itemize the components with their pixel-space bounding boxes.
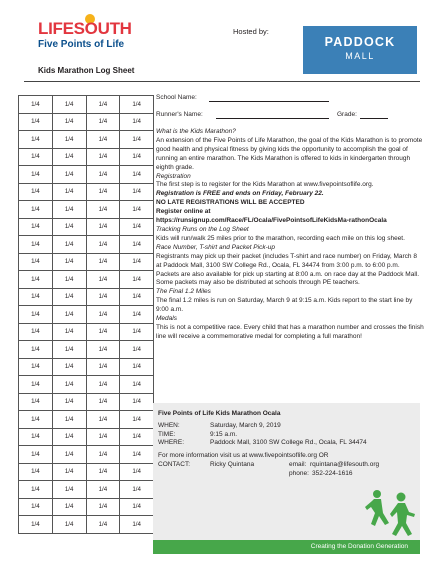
log-cell[interactable]: 1/4 xyxy=(52,411,86,429)
log-cell[interactable]: 1/4 xyxy=(120,183,154,201)
log-cell[interactable]: 1/4 xyxy=(52,393,86,411)
footer-tagline: Creating the Donation Generation xyxy=(310,543,408,550)
log-cell[interactable]: 1/4 xyxy=(86,393,120,411)
log-row xyxy=(19,411,154,429)
log-cell[interactable]: 1/4 xyxy=(86,446,120,464)
log-row xyxy=(19,323,154,341)
log-cell[interactable]: 1/4 xyxy=(86,428,120,446)
contact-label: CONTACT: xyxy=(158,460,191,468)
log-cell[interactable]: 1/4 xyxy=(19,271,53,289)
logo-main-text: LIFESOUTH xyxy=(38,19,132,38)
log-cell[interactable]: 1/4 xyxy=(120,323,154,341)
log-cell[interactable]: 1/4 xyxy=(52,516,86,534)
log-row xyxy=(19,516,154,534)
contact-row xyxy=(158,461,418,470)
page-title: Kids Marathon Log Sheet xyxy=(38,66,135,75)
hosted-by-label: Hosted by: xyxy=(233,27,269,36)
log-cell[interactable]: 1/4 xyxy=(19,131,53,149)
where-label: WHERE: xyxy=(158,439,184,447)
log-cell[interactable]: 1/4 xyxy=(120,253,154,271)
log-cell[interactable]: 1/4 xyxy=(86,341,120,359)
log-row xyxy=(19,201,154,219)
log-cell[interactable]: 1/4 xyxy=(52,96,86,114)
log-cell[interactable]: 1/4 xyxy=(86,271,120,289)
log-cell[interactable]: 1/4 xyxy=(52,183,86,201)
log-cell[interactable]: 1/4 xyxy=(86,201,120,219)
log-cell[interactable]: 1/4 xyxy=(19,96,53,114)
log-cell[interactable]: 1/4 xyxy=(52,481,86,499)
registration-heading: Registration xyxy=(156,172,191,180)
log-cell[interactable]: 1/4 xyxy=(19,288,53,306)
what-heading: What is the Kids Marathon? xyxy=(156,128,236,135)
log-row xyxy=(19,218,154,236)
log-cell[interactable]: 1/4 xyxy=(86,376,120,394)
log-cell[interactable]: 1/4 xyxy=(86,411,120,429)
log-cell[interactable]: 1/4 xyxy=(120,166,154,184)
log-cell[interactable]: 1/4 xyxy=(52,288,86,306)
log-cell[interactable]: 1/4 xyxy=(19,376,53,394)
sponsor-name: PADDOCK xyxy=(324,35,396,49)
log-row xyxy=(19,148,154,166)
phone-label: phone: xyxy=(289,469,309,477)
log-cell[interactable]: 1/4 xyxy=(52,428,86,446)
log-cell[interactable]: 1/4 xyxy=(120,341,154,359)
log-cell[interactable]: 1/4 xyxy=(120,428,154,446)
log-cell[interactable]: 1/4 xyxy=(120,358,154,376)
contact-name: Ricky Quintana xyxy=(210,460,255,468)
log-row xyxy=(19,113,154,131)
log-cell[interactable]: 1/4 xyxy=(19,393,53,411)
log-cell[interactable]: 1/4 xyxy=(52,498,86,516)
log-cell[interactable]: 1/4 xyxy=(120,148,154,166)
header-divider xyxy=(24,81,420,82)
log-row xyxy=(19,341,154,359)
log-cell[interactable]: 1/4 xyxy=(52,323,86,341)
log-cell[interactable]: 1/4 xyxy=(19,148,53,166)
main-content xyxy=(156,94,424,342)
phone-row xyxy=(158,470,418,479)
log-cell[interactable]: 1/4 xyxy=(52,148,86,166)
kids-running-icon xyxy=(365,486,421,542)
final-body: The final 1.2 miles is run on Saturday, March 9 at 9:15 a.m. Kids report to the start line by 9:00 a.m. xyxy=(156,297,413,314)
log-cell[interactable]: 1/4 xyxy=(19,428,53,446)
log-cell[interactable]: 1/4 xyxy=(120,218,154,236)
log-row xyxy=(19,306,154,324)
time-label: TIME: xyxy=(158,430,176,438)
log-cell[interactable]: 1/4 xyxy=(52,463,86,481)
log-cell[interactable]: 1/4 xyxy=(19,463,53,481)
runner-label: Runner's Name: xyxy=(156,111,203,118)
log-row xyxy=(19,253,154,271)
log-cell[interactable]: 1/4 xyxy=(52,166,86,184)
log-cell[interactable]: 1/4 xyxy=(19,411,53,429)
email-label: email: xyxy=(289,460,307,468)
log-row xyxy=(19,288,154,306)
log-cell[interactable]: 1/4 xyxy=(120,516,154,534)
log-row xyxy=(19,96,154,114)
registration-body: The first step is to register for the Kids Marathon at www.fivepointsoflife.org. xyxy=(156,181,374,189)
log-cell[interactable]: 1/4 xyxy=(19,236,53,254)
log-cell[interactable]: 1/4 xyxy=(120,498,154,516)
log-cell[interactable]: 1/4 xyxy=(86,218,120,236)
log-cell[interactable]: 1/4 xyxy=(19,183,53,201)
log-cell[interactable]: 1/4 xyxy=(52,113,86,131)
log-row xyxy=(19,463,154,481)
log-cell[interactable]: 1/4 xyxy=(52,358,86,376)
log-cell[interactable]: 1/4 xyxy=(19,218,53,236)
log-cell[interactable]: 1/4 xyxy=(52,201,86,219)
log-cell[interactable]: 1/4 xyxy=(52,253,86,271)
log-row xyxy=(19,481,154,499)
log-cell[interactable]: 1/4 xyxy=(120,113,154,131)
log-cell[interactable]: 1/4 xyxy=(52,271,86,289)
log-row xyxy=(19,376,154,394)
where-value: Paddock Mall, 3100 SW College Rd., Ocala, FL 34474 xyxy=(210,439,367,447)
log-cell[interactable]: 1/4 xyxy=(120,306,154,324)
log-row xyxy=(19,131,154,149)
log-cell[interactable]: 1/4 xyxy=(86,236,120,254)
log-row xyxy=(19,166,154,184)
register-online-link[interactable]: https://runsignup.com/Race/FL/Ocala/FivePointsofLifeKidsMa-rathonOcala xyxy=(156,217,387,225)
log-cell[interactable]: 1/4 xyxy=(19,323,53,341)
log-cell[interactable]: 1/4 xyxy=(52,376,86,394)
medals-body: This is not a competitive race. Every child that has a marathon number and crosses the finish line will receive a commemorative medal for completing a full marathon! xyxy=(156,323,424,340)
when-label: WHEN: xyxy=(158,421,180,429)
log-cell[interactable]: 1/4 xyxy=(120,411,154,429)
log-cell[interactable]: 1/4 xyxy=(86,148,120,166)
log-cell[interactable]: 1/4 xyxy=(86,463,120,481)
info-heading: Five Points of Life Kids Marathon Ocala xyxy=(158,410,281,417)
log-cell[interactable]: 1/4 xyxy=(52,446,86,464)
log-cell[interactable]: 1/4 xyxy=(19,306,53,324)
log-cell[interactable]: 1/4 xyxy=(86,358,120,376)
log-cell[interactable]: 1/4 xyxy=(86,323,120,341)
grade-label: Grade: xyxy=(337,111,357,118)
sponsor-sub: MALL xyxy=(345,50,375,61)
medals-heading: Medals xyxy=(156,315,177,323)
school-name-field[interactable] xyxy=(209,101,329,102)
log-cell[interactable]: 1/4 xyxy=(120,393,154,411)
log-cell[interactable]: 1/4 xyxy=(19,341,53,359)
time-row xyxy=(158,431,418,440)
log-row xyxy=(19,428,154,446)
log-cell[interactable]: 1/4 xyxy=(120,96,154,114)
log-cell[interactable]: 1/4 xyxy=(52,131,86,149)
more-info-text: For more information visit us at www.fivepointsoflife.org OR xyxy=(158,452,329,460)
log-row xyxy=(19,183,154,201)
log-row xyxy=(19,236,154,254)
log-cell[interactable]: 1/4 xyxy=(86,253,120,271)
log-cell[interactable]: 1/4 xyxy=(120,271,154,289)
log-cell[interactable]: 1/4 xyxy=(86,113,120,131)
log-cell[interactable]: 1/4 xyxy=(120,481,154,499)
log-cell[interactable]: 1/4 xyxy=(120,376,154,394)
log-cell[interactable]: 1/4 xyxy=(19,166,53,184)
when-value: Saturday, March 9, 2019 xyxy=(210,421,281,429)
log-cell[interactable]: 1/4 xyxy=(86,481,120,499)
log-cell[interactable]: 1/4 xyxy=(52,306,86,324)
race-heading: Race Number, T-shirt and Packet Pick-up xyxy=(156,243,275,251)
log-cell[interactable]: 1/4 xyxy=(86,131,120,149)
log-cell[interactable]: 1/4 xyxy=(86,516,120,534)
log-cell[interactable]: 1/4 xyxy=(52,218,86,236)
footer-banner xyxy=(153,540,420,554)
school-label: School Name: xyxy=(156,94,197,101)
log-cell[interactable]: 1/4 xyxy=(120,131,154,149)
what-body: An extension of the Five Points of Life Marathon, the goal of the Kids Marathon is to promote good health and physical fitness by giving kids the opportunity to accomplish the goal of running an entire marathon. The Kids Marathon is offered to kids in kindergarten through eighth grade. xyxy=(156,136,423,171)
runner-field-row xyxy=(156,111,424,120)
time-value: 9:15 a.m. xyxy=(210,430,238,438)
log-cell[interactable]: 1/4 xyxy=(19,498,53,516)
log-cell[interactable]: 1/4 xyxy=(120,446,154,464)
log-cell[interactable]: 1/4 xyxy=(52,341,86,359)
logo-sub-text: Five Points of Life xyxy=(38,39,125,50)
log-row xyxy=(19,498,154,516)
log-cell[interactable]: 1/4 xyxy=(86,306,120,324)
race-body: Registrants may pick up their packet (includes T-shirt and race number) on Friday, March 8 at Paddock Mall, 3100 SW College Rd., Ocala, FL 34474 from 3:00 p.m. to 6:00 p.m. Packets are also available for pick up starting at 8:00 a.m. on race day at the Paddock Mall. Some packets may also be distributed at schools through PE teachers. xyxy=(156,252,420,287)
tracking-heading: Tracking Runs on the Log Sheet xyxy=(156,225,249,233)
log-cell[interactable]: 1/4 xyxy=(19,358,53,376)
log-cell[interactable]: 1/4 xyxy=(86,166,120,184)
final-heading: The Final 1.2 Miles xyxy=(156,288,211,296)
log-cell[interactable]: 1/4 xyxy=(120,236,154,254)
log-cell[interactable]: 1/4 xyxy=(19,446,53,464)
log-row xyxy=(19,271,154,289)
log-cell[interactable]: 1/4 xyxy=(19,253,53,271)
log-cell[interactable]: 1/4 xyxy=(19,113,53,131)
log-cell[interactable]: 1/4 xyxy=(19,516,53,534)
log-cell[interactable]: 1/4 xyxy=(52,236,86,254)
log-cell[interactable]: 1/4 xyxy=(120,201,154,219)
log-cell[interactable]: 1/4 xyxy=(19,201,53,219)
log-row xyxy=(19,393,154,411)
register-online-label: Register online at xyxy=(156,208,211,216)
grade-field[interactable] xyxy=(360,118,388,119)
log-cell[interactable]: 1/4 xyxy=(19,481,53,499)
registration-late: NO LATE REGISTRATIONS WILL BE ACCEPTED xyxy=(156,199,305,207)
registration-free: Registration is FREE and ends on Friday, February 22. xyxy=(156,190,324,198)
school-field-row xyxy=(156,94,424,103)
log-row xyxy=(19,358,154,376)
tracking-body: Kids will run/walk 25 miles prior to the marathon, recording each mile on this log sheet. xyxy=(156,234,405,242)
paddock-mall-logo xyxy=(303,26,417,74)
email-link[interactable]: rquintana@lifesouth.org xyxy=(310,460,380,468)
phone-value: 352-224-1616 xyxy=(312,469,353,477)
log-cell[interactable]: 1/4 xyxy=(86,288,120,306)
runner-name-field[interactable] xyxy=(216,118,329,119)
log-cell[interactable]: 1/4 xyxy=(86,183,120,201)
where-row xyxy=(158,439,418,448)
when-row xyxy=(158,422,418,431)
log-cell[interactable]: 1/4 xyxy=(120,288,154,306)
mile-log-grid xyxy=(18,95,154,534)
log-cell[interactable]: 1/4 xyxy=(120,463,154,481)
log-row xyxy=(19,446,154,464)
log-cell[interactable]: 1/4 xyxy=(86,498,120,516)
log-cell[interactable]: 1/4 xyxy=(86,96,120,114)
